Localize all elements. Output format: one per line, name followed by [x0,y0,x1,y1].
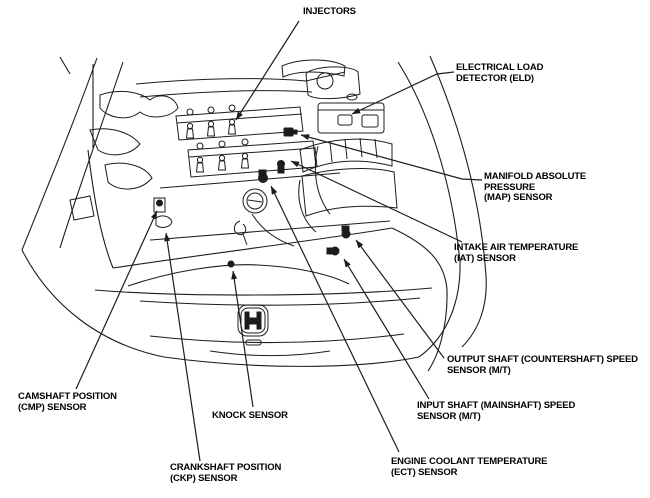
label-ckp-sensor [170,463,281,484]
label-output-shaft-speed-sensor [447,355,638,376]
map-sensor-part [284,128,297,136]
label-text: ELECTRICAL LOAD [456,62,544,73]
label-text: MANIFOLD ABSOLUTE [484,171,587,182]
label-text: INJECTORS [303,6,356,17]
label-ect-sensor [391,457,547,478]
injector-icons [187,119,249,172]
label-input-shaft-speed-sensor [417,401,575,422]
label-text: CAMSHAFT POSITION [18,391,117,402]
ckp-area-part [156,216,172,227]
cmp-sensor-part [154,198,165,212]
leader-knock [233,271,253,407]
label-text: OUTPUT SHAFT (COUNTERSHAFT) SPEED [447,354,638,365]
input-shaft-sensor-part [327,247,339,255]
label-injectors [303,7,356,18]
label-text: (IAT) SENSOR [454,252,516,264]
leader-injectors [236,21,299,120]
label-iat-sensor [454,243,578,264]
label-map-sensor [484,172,586,204]
ect-sensor-part [259,170,268,183]
label-text: (CMP) SENSOR [18,401,87,413]
label-electrical-load-detector [456,63,543,84]
leader-iat [291,161,462,242]
label-text: CRANKSHAFT POSITION [170,462,282,473]
label-text: DETECTOR (ELD) [456,72,534,84]
leader-ckp [166,233,200,461]
eld-part [338,115,352,125]
label-text: KNOCK SENSOR [212,410,288,421]
engine-detail-art [70,60,397,246]
output-shaft-sensor-part [342,226,350,238]
label-text: SENSOR (M/T) [417,410,481,422]
label-knock-sensor [212,411,288,422]
label-text: INTAKE AIR TEMPERATURE [454,242,579,253]
label-text: (MAP) SENSOR [484,192,553,203]
label-text: (ECT) SENSOR [391,466,458,478]
sensor-parts [154,115,352,267]
leader-lines [76,21,482,461]
iat-sensor-part [278,161,285,174]
label-text: PRESSURE [484,181,536,193]
label-cmp-sensor [18,392,117,413]
label-text: ENGINE COOLANT TEMPERATURE [391,456,548,467]
leader-cmp [76,211,157,389]
leader-output [356,240,444,358]
label-text: SENSOR (M/T) [447,364,511,376]
knock-sensor-area [228,261,234,267]
label-text: (CKP) SENSOR [170,472,238,484]
label-text: INPUT SHAFT (MAINSHAFT) SPEED [417,400,576,411]
